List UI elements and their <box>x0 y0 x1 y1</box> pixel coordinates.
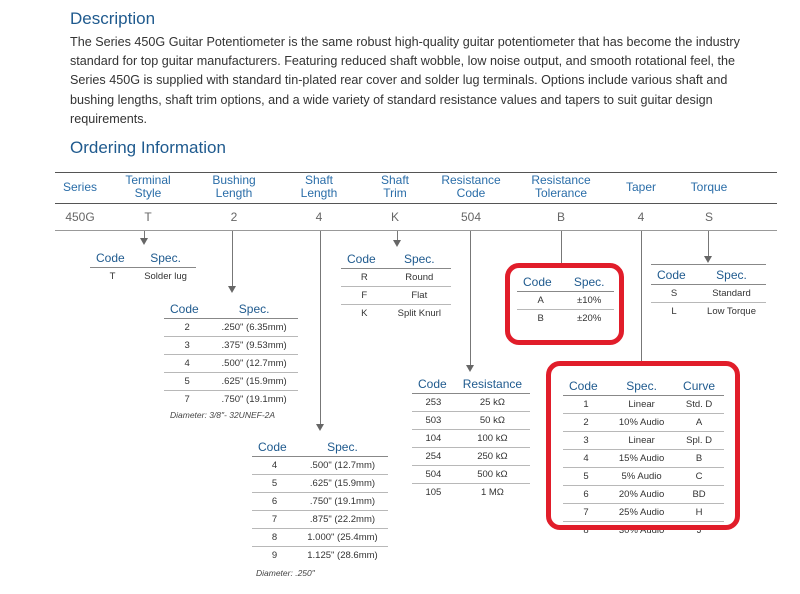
table-row <box>252 475 388 493</box>
table-cell: Spl. D <box>674 432 724 450</box>
table-row <box>252 529 388 547</box>
column-header-shaft-length: Shaft Length <box>300 173 338 200</box>
table-cell: 7 <box>164 391 210 409</box>
table-row <box>252 493 388 511</box>
table-cell: Flat <box>388 287 451 305</box>
connector-resistance <box>470 231 471 365</box>
table-cell: .625" (15.9mm) <box>297 475 388 493</box>
table-cell: 104 <box>412 430 455 448</box>
column-value-series: 450G <box>65 210 95 224</box>
table-row <box>164 319 298 337</box>
table-row <box>412 430 530 448</box>
table-cell: .875" (22.2mm) <box>297 511 388 529</box>
table-header-cell: Spec. <box>697 265 766 285</box>
connector-torque <box>708 231 709 256</box>
table-header-row <box>412 374 530 394</box>
table-header-row <box>90 248 196 268</box>
table-cell: 5% Audio <box>609 468 674 486</box>
table-header-cell: Spec. <box>297 437 388 457</box>
table-cell: 7 <box>563 504 609 522</box>
table-row <box>341 287 451 305</box>
column-header-resistance-code: Resistance Code <box>441 173 501 200</box>
table-cell: BD <box>674 486 724 504</box>
table-row <box>252 547 388 565</box>
table-row <box>252 511 388 529</box>
terminal-style-table <box>90 248 196 285</box>
column-header-terminal-style: Terminal Style <box>125 173 171 200</box>
table-cell: B <box>517 310 564 328</box>
arrow-bushing <box>228 286 236 293</box>
table-cell: A <box>674 414 724 432</box>
table-cell: 253 <box>425 397 442 408</box>
table-header-cell: Curve <box>674 376 724 396</box>
bushing-length-table <box>164 299 298 408</box>
table-row <box>412 412 530 430</box>
table-header-cell: Code <box>412 374 455 394</box>
table-header-cell: Code <box>164 299 210 319</box>
table-cell: 8 <box>563 522 609 540</box>
arrow-resistance <box>466 365 474 372</box>
table-row <box>164 355 298 373</box>
table-cell: .500" (12.7mm) <box>309 460 376 471</box>
table-row <box>412 466 530 484</box>
table-row <box>164 337 298 355</box>
table-cell: .750" (19.1mm) <box>297 493 388 511</box>
table-row <box>164 391 298 409</box>
column-header-series: Series <box>62 180 98 194</box>
table-cell: .250" (6.35mm) <box>221 322 287 333</box>
table-cell: Low Torque <box>697 303 766 321</box>
table-header-cell: Code <box>651 265 697 285</box>
table-cell: J <box>674 522 724 540</box>
table-cell: .500" (12.7mm) <box>210 355 298 373</box>
table-cell: 1.000" (25.4mm) <box>297 529 388 547</box>
column-value-shaft-trim: K <box>390 210 400 224</box>
table-cell: 20% Audio <box>609 486 674 504</box>
table-cell: 9 <box>252 547 297 565</box>
connector-shaft-trim <box>397 231 398 240</box>
header-rule-bottom <box>55 203 777 204</box>
taper-highlight <box>546 361 740 530</box>
column-value-taper: 4 <box>637 210 645 224</box>
connector-shaft-length <box>320 231 321 424</box>
table-row <box>341 305 451 323</box>
description-heading: Description <box>70 9 156 28</box>
table-cell: 4 <box>563 450 609 468</box>
table-cell: A <box>537 295 544 306</box>
table-header-row <box>164 299 298 319</box>
table-cell: 25 kΩ <box>479 397 505 408</box>
table-cell: Round <box>405 272 434 283</box>
table-cell: .375" (9.53mm) <box>210 337 298 355</box>
table-cell: 5 <box>252 475 297 493</box>
table-cell: Standard <box>712 288 751 299</box>
description-text: The Series 450G Guitar Potentiometer is the same robust high-quality guitar potentiometer that has become the industry standard for top guitar manufacturers. Featuring reduced shaft wobble, low noise output, and smooth rotational feel, the Series 450G is supplied with standard tin-plated rear cover and solder lug terminals. Options include various shaft and bushing lengths, shaft trim options, and a wide variety of standard resistance values and tapers to suit guitar design requirements. <box>70 35 740 126</box>
arrow-shaft-length <box>316 424 324 431</box>
column-value-shaft-length: 4 <box>315 210 323 224</box>
table-header-cell: Code <box>517 272 564 292</box>
table-cell: 25% Audio <box>609 504 674 522</box>
column-value-torque: S <box>704 210 714 224</box>
table-cell: H <box>674 504 724 522</box>
column-value-resistance-code: 504 <box>460 210 482 224</box>
table-cell: S <box>670 288 678 299</box>
table-cell: 15% Audio <box>609 450 674 468</box>
shaft-trim-table <box>341 249 451 322</box>
table-cell: 4 <box>271 460 278 471</box>
table-header-cell: Spec. <box>609 376 674 396</box>
table-cell: 6 <box>252 493 297 511</box>
table-cell: Split Knurl <box>388 305 451 323</box>
column-value-terminal-style: T <box>144 210 152 224</box>
table-cell: 504 <box>412 466 455 484</box>
ordering-heading: Ordering Information <box>70 138 226 157</box>
arrow-torque <box>704 256 712 263</box>
value-rule <box>55 230 777 231</box>
table-header-cell: Spec. <box>564 272 614 292</box>
column-header-torque: Torque <box>690 180 728 194</box>
table-cell: 5 <box>164 373 210 391</box>
table-cell: F <box>341 287 388 305</box>
table-cell: 4 <box>164 355 210 373</box>
connector-terminal <box>144 231 145 238</box>
table-row <box>341 269 451 287</box>
table-row <box>164 373 298 391</box>
table-header-cell: Spec. <box>388 249 451 269</box>
table-cell: 3 <box>164 337 210 355</box>
table-cell: 7 <box>252 511 297 529</box>
table-cell: 8 <box>252 529 297 547</box>
table-header-cell: Code <box>563 376 609 396</box>
resistance-table <box>412 374 530 501</box>
table-header-row <box>341 249 451 269</box>
table-header-cell: Code <box>90 248 135 268</box>
table-cell: 105 <box>412 484 455 502</box>
connector-taper <box>641 231 642 363</box>
column-header-resistance-tolerance: Resistance Tolerance <box>531 173 591 200</box>
table-cell: 2 <box>184 322 190 333</box>
table-cell: Linear <box>609 432 674 450</box>
arrow-shaft-trim <box>393 240 401 247</box>
table-row <box>651 285 766 303</box>
table-cell: 5 <box>563 468 609 486</box>
table-header-cell: Spec. <box>135 248 196 268</box>
table-cell: Linear <box>628 399 655 410</box>
table-row <box>651 303 766 321</box>
table-header-cell: Code <box>252 437 297 457</box>
table-cell: 2 <box>563 414 609 432</box>
column-header-shaft-trim: Shaft Trim <box>380 173 410 200</box>
table-cell: ±20% <box>564 310 614 328</box>
column-header-taper: Taper <box>625 180 657 194</box>
table-header-row <box>651 265 766 285</box>
shaft-diameter-note: Diameter: .250" <box>256 568 315 578</box>
table-header-cell: Spec. <box>210 299 298 319</box>
table-cell: 100 kΩ <box>455 430 530 448</box>
table-row <box>412 448 530 466</box>
table-cell: 250 kΩ <box>455 448 530 466</box>
table-header-row <box>252 437 388 457</box>
arrow-terminal <box>140 238 148 245</box>
column-header-bushing-length: Bushing Length <box>212 173 256 200</box>
table-cell: 50 kΩ <box>455 412 530 430</box>
table-cell: 503 <box>412 412 455 430</box>
table-cell: Solder lug <box>144 271 187 282</box>
table-cell: 1.125" (28.6mm) <box>297 547 388 565</box>
table-cell: K <box>341 305 388 323</box>
table-cell: ±10% <box>577 295 602 306</box>
torque-table <box>651 264 766 320</box>
table-cell: 30% Audio <box>609 522 674 540</box>
table-cell: 500 kΩ <box>455 466 530 484</box>
table-cell: 6 <box>563 486 609 504</box>
connector-bushing <box>232 231 233 286</box>
table-cell: 1 <box>583 399 589 410</box>
table-cell: .750" (19.1mm) <box>210 391 298 409</box>
table-cell: 1 MΩ <box>455 484 530 502</box>
shaft-length-table <box>252 437 388 564</box>
table-row <box>412 484 530 502</box>
table-row <box>412 394 530 412</box>
connector-tolerance <box>561 231 562 267</box>
column-value-bushing-length: 2 <box>230 210 238 224</box>
table-cell: 254 <box>412 448 455 466</box>
table-header-cell: Code <box>341 249 388 269</box>
table-cell: C <box>674 468 724 486</box>
table-cell: L <box>651 303 697 321</box>
table-cell: 3 <box>563 432 609 450</box>
bushing-diameter-note: Diameter: 3/8"- 32UNEF-2A <box>170 410 276 420</box>
table-cell: B <box>674 450 724 468</box>
table-header-cell: Resistance <box>455 374 530 394</box>
tolerance-highlight <box>505 263 624 345</box>
table-row <box>90 268 196 286</box>
table-cell: R <box>360 272 368 283</box>
table-row <box>252 457 388 475</box>
table-cell: 10% Audio <box>609 414 674 432</box>
table-cell: Std. D <box>685 399 713 410</box>
column-value-resistance-tolerance: B <box>556 210 566 224</box>
table-cell: T <box>109 271 116 282</box>
table-cell: .625" (15.9mm) <box>210 373 298 391</box>
